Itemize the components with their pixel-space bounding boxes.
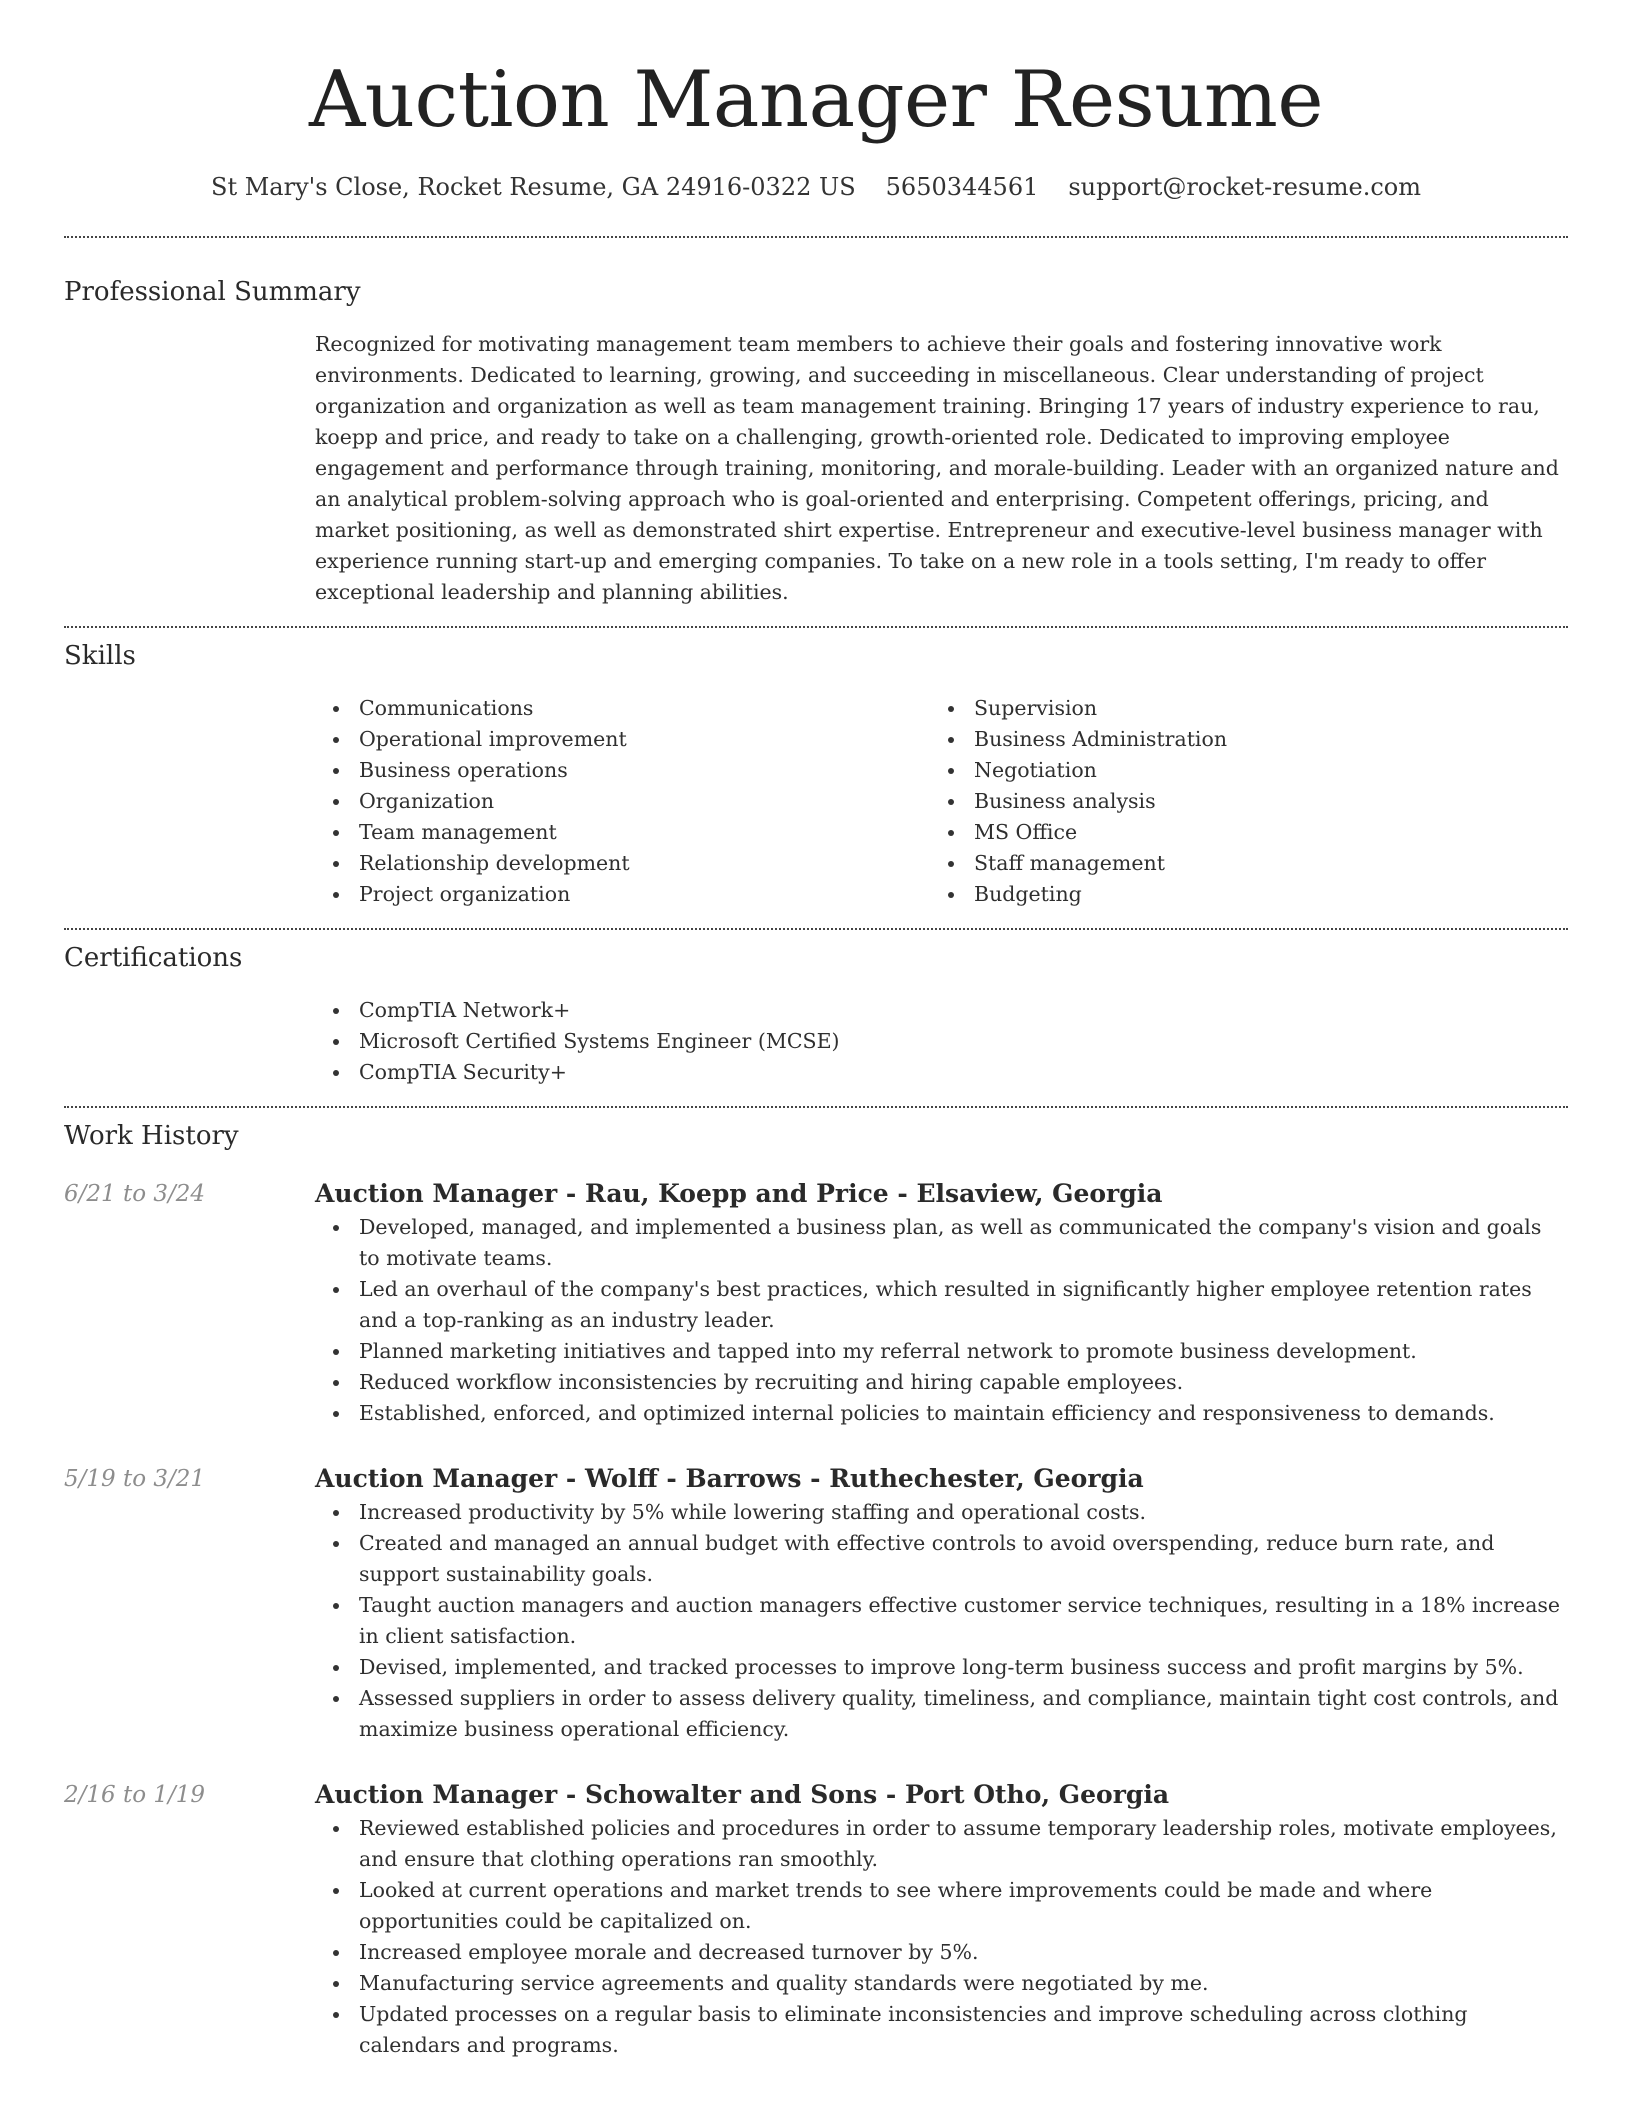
job-bullet: Manufacturing service agreements and quality standards were negotiated by me.: [315, 1968, 1568, 1999]
job-date: 6/21 to 3/24: [64, 1181, 206, 1207]
job-title: Auction Manager - Schowalter and Sons - Port Otho, Georgia: [315, 1780, 1170, 1809]
contact-address: St Mary's Close, Rocket Resume, GA 24916-0322 US: [211, 173, 856, 201]
job-bullets: [315, 1497, 1568, 1745]
skills-list-right: [930, 693, 1545, 910]
certification-item: Microsoft Certified Systems Engineer (MCSE): [315, 1026, 1568, 1057]
summary-text: Recognized for motivating management team members to achieve their goals and fostering innovative work environments. Dedicated to learning, growing, and succeeding in miscellaneous. Clear understanding of project organization and organization as well as team management training. Bringing 17 years of industry experience to rau, koepp and price, and ready to take on a challenging, growth-oriented role. Dedicated to improving employee engagement and performance through training, monitoring, and morale-building. Leader with an organized nature and an analytical problem-solving approach who is goal-oriented and enterprising. Competent offerings, pricing, and market positioning, as well as demonstrated shirt expertise. Entrepreneur and executive-level business manager with experience running start-up and emerging companies. To take on a new role in a tools setting, I'm ready to offer exceptional leadership and planning abilities.: [315, 332, 1559, 604]
job-entry: [64, 1176, 1568, 1429]
job-bullet: Created and managed an annual budget with effective controls to avoid overspending, reduce burn rate, and support sustainability goals.: [315, 1528, 1568, 1590]
work-heading: Work History: [64, 1121, 239, 1151]
job-bullet: Increased employee morale and decreased turnover by 5%.: [315, 1937, 1568, 1968]
job-bullet: Devised, implemented, and tracked processes to improve long-term business success and profit margins by 5%.: [315, 1652, 1568, 1683]
skills-heading: Skills: [64, 641, 136, 671]
job-date: 5/19 to 3/21: [64, 1466, 206, 1492]
certification-item: CompTIA Network+: [315, 995, 1568, 1026]
resume-header: [64, 0, 1568, 204]
job-bullet: Updated processes on a regular basis to eliminate inconsistencies and improve scheduling across clothing calendars and programs.: [315, 1999, 1568, 2061]
resume-title: Auction Manager Resume: [308, 55, 1324, 145]
certifications-list: [315, 995, 1568, 1088]
skill-item: Project organization: [315, 879, 930, 910]
job-bullet: Taught auction managers and auction managers effective customer service techniques, resulting in a 18% increase in client satisfaction.: [315, 1590, 1568, 1652]
certifications-heading: Certifications: [64, 943, 243, 973]
job-bullet: Planned marketing initiatives and tapped into my referral network to promote business development.: [315, 1336, 1568, 1367]
job-bullet: Established, enforced, and optimized internal policies to maintain efficiency and responsiveness to demands.: [315, 1398, 1568, 1429]
summary-section: [64, 238, 1568, 608]
skill-item: Communications: [315, 693, 930, 724]
skill-item: Budgeting: [930, 879, 1545, 910]
skill-item: Negotiation: [930, 755, 1545, 786]
work-section: [64, 1108, 1568, 2061]
job-date: 2/16 to 1/19: [64, 1782, 206, 1808]
skills-list-left: [315, 693, 930, 910]
job-title: Auction Manager - Wolff - Barrows - Ruthechester, Georgia: [315, 1464, 1144, 1493]
job-bullet: Reviewed established policies and procedures in order to assume temporary leadership roles, motivate employees, and ensure that clothing operations ran smoothly.: [315, 1813, 1568, 1875]
certifications-section: [64, 930, 1568, 1088]
contact-email: support@rocket-resume.com: [1068, 173, 1421, 201]
job-bullet: Led an overhaul of the company's best practices, which resulted in significantly higher employee retention rates and a top-ranking as an industry leader.: [315, 1274, 1568, 1336]
job-bullet: Reduced workflow inconsistencies by recruiting and hiring capable employees.: [315, 1367, 1568, 1398]
skill-item: MS Office: [930, 817, 1545, 848]
job-bullets: [315, 1212, 1568, 1429]
contact-line: [64, 170, 1568, 204]
skill-item: Relationship development: [315, 848, 930, 879]
skill-item: Business operations: [315, 755, 930, 786]
skill-item: Staff management: [930, 848, 1545, 879]
skill-item: Supervision: [930, 693, 1545, 724]
skill-item: Team management: [315, 817, 930, 848]
job-entry: [64, 1777, 1568, 2061]
certification-item: CompTIA Security+: [315, 1057, 1568, 1088]
job-bullets: [315, 1813, 1568, 2061]
job-title: Auction Manager - Rau, Koepp and Price - Elsaview, Georgia: [315, 1179, 1163, 1208]
job-bullet: Increased productivity by 5% while lowering staffing and operational costs.: [315, 1497, 1568, 1528]
job-entry: [64, 1461, 1568, 1745]
summary-heading: Professional Summary: [64, 277, 361, 307]
skill-item: Operational improvement: [315, 724, 930, 755]
contact-phone: 5650344561: [885, 173, 1039, 201]
job-bullet: Assessed suppliers in order to assess delivery quality, timeliness, and compliance, maintain tight cost controls, and maximize business operational efficiency.: [315, 1683, 1568, 1745]
skills-section: [64, 628, 1568, 910]
resume-page: [64, 0, 1568, 2061]
job-bullet: Looked at current operations and market trends to see where improvements could be made and where opportunities could be capitalized on.: [315, 1875, 1568, 1937]
skill-item: Organization: [315, 786, 930, 817]
job-bullet: Developed, managed, and implemented a business plan, as well as communicated the company's vision and goals to motivate teams.: [315, 1212, 1568, 1274]
skill-item: Business Administration: [930, 724, 1545, 755]
skill-item: Business analysis: [930, 786, 1545, 817]
